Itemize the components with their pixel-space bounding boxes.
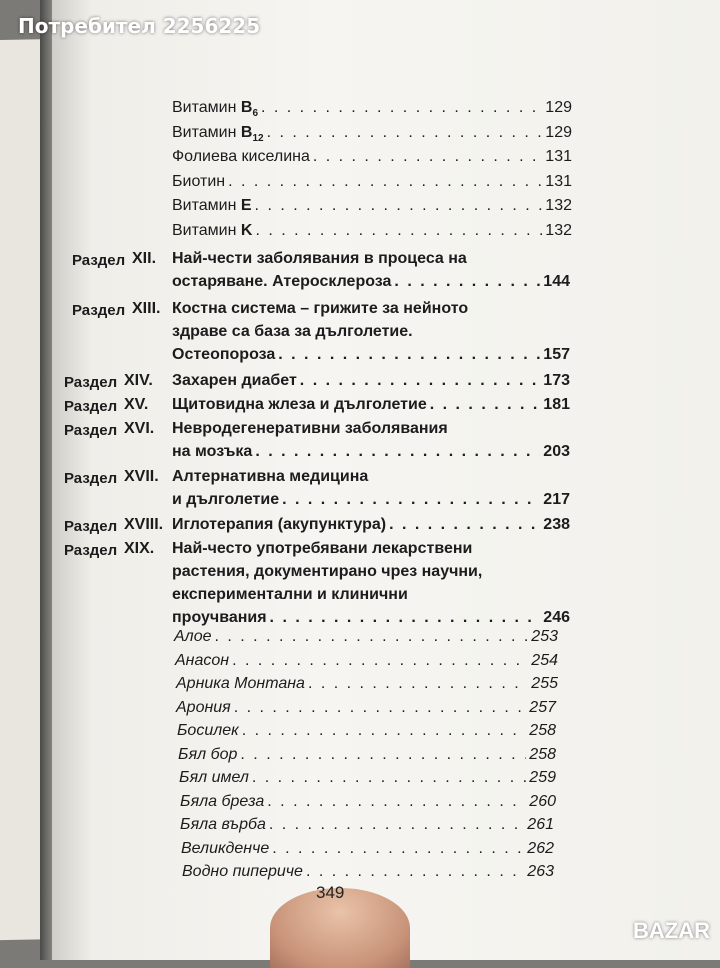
entry-page-number: 263 xyxy=(527,863,554,880)
leader-dots xyxy=(389,516,540,534)
toc-entry-vitamin xyxy=(172,99,572,119)
entry-page-number: 260 xyxy=(529,793,556,810)
section-label: Раздел xyxy=(64,470,118,487)
leader-dots xyxy=(252,769,526,787)
section-title-line: Най-чести заболявания в процеса на xyxy=(172,250,467,267)
toc-entry-plant xyxy=(177,722,556,740)
section-number: XVIII. xyxy=(124,516,164,533)
toc-entry-vitamin xyxy=(172,173,572,191)
section-title-line: остаряване. Атеросклероза xyxy=(172,273,392,290)
entry-page-number: 132 xyxy=(545,197,572,214)
entry-page-number: 261 xyxy=(527,816,554,833)
section-number: XIII. xyxy=(132,300,161,317)
plant-name: Великденче xyxy=(181,840,270,857)
section-title-line: проучвания xyxy=(172,609,267,626)
section-title-line: Костна система – грижите за нейното xyxy=(172,300,469,317)
vitamin-letter: $B_6$ xyxy=(240,99,258,120)
plant-name: Бяла бреза xyxy=(180,793,265,810)
leader-dots xyxy=(255,443,540,461)
section-label: Раздел xyxy=(64,518,118,535)
entry-page-number: 246 xyxy=(543,609,570,626)
plant-name: Босилек xyxy=(177,722,239,739)
entry-title: Биотин xyxy=(172,173,226,190)
leader-dots xyxy=(240,746,526,764)
section-label: Раздел xyxy=(72,252,126,269)
leader-dots xyxy=(234,699,527,717)
toc-entry-section xyxy=(172,372,570,390)
leader-dots xyxy=(278,346,540,364)
plant-name: Алое xyxy=(174,628,212,645)
entry-page-number: 131 xyxy=(545,173,572,190)
leader-dots xyxy=(242,722,527,740)
entry-page-number: 259 xyxy=(529,769,556,786)
toc-entry-plant xyxy=(175,652,558,670)
entry-title: Витамин $B_6$ xyxy=(172,99,258,120)
section-label: Раздел xyxy=(64,398,118,415)
entry-page-number: 173 xyxy=(543,372,570,389)
plant-name: Анасон xyxy=(175,652,230,669)
section-title-line: на мозъка xyxy=(172,443,253,460)
plant-name: Арония xyxy=(176,699,231,716)
leader-dots xyxy=(300,372,541,390)
vitamin-subscript: 12 xyxy=(252,133,264,145)
vitamin-subscript: 6 xyxy=(252,108,258,120)
toc-entry-section xyxy=(172,609,570,627)
toc-entry-vitamin xyxy=(172,197,572,215)
section-number: XIV. xyxy=(124,372,153,389)
section-number: XVI. xyxy=(124,420,155,437)
toc-entry-vitamin xyxy=(172,222,572,240)
section-title-line: Щитовидна жлеза и дълголетие xyxy=(172,396,427,413)
toc-entry-section xyxy=(172,273,570,291)
leader-dots xyxy=(272,840,524,858)
toc-entry-plant xyxy=(176,675,558,693)
entry-page-number: 258 xyxy=(529,746,556,763)
entry-page-number: 258 xyxy=(529,722,556,739)
user-watermark: Потребител 2256225 xyxy=(18,14,261,38)
toc-entry-plant xyxy=(179,769,556,787)
leader-dots xyxy=(267,793,526,811)
plant-name: Водно пиперичe xyxy=(182,863,303,880)
toc-entry-section xyxy=(172,516,570,534)
entry-page-number: 262 xyxy=(527,840,554,857)
entry-page-number: 144 xyxy=(543,273,570,290)
leader-dots xyxy=(430,396,541,414)
section-title-line: Най-често употребявани лекарствени xyxy=(172,540,473,557)
section-number: XIX. xyxy=(124,540,155,557)
section-title-line: Остеопороза xyxy=(172,346,276,363)
section-label: Раздел xyxy=(64,422,118,439)
leader-dots xyxy=(313,148,542,166)
toc-entry-section xyxy=(172,443,570,461)
section-title-line: Захарен диабет xyxy=(172,372,297,389)
leader-dots xyxy=(282,491,540,509)
leader-dots xyxy=(261,99,542,117)
toc-entry-section xyxy=(172,396,570,414)
toc-entry-plant xyxy=(180,793,556,811)
section-title-line: растения, документирано чрез научни, xyxy=(172,563,483,580)
entry-page-number: 238 xyxy=(543,516,570,533)
section-title-line: здраве са база за дълголетие. xyxy=(172,323,413,340)
toc-entry-vitamin xyxy=(172,124,572,144)
vitamin-letter: $B_{12}$ xyxy=(240,124,264,145)
toc-entry-plant xyxy=(182,863,554,881)
section-title-line: Иглотерапия (акупунктура) xyxy=(172,516,387,533)
leader-dots xyxy=(308,675,528,693)
section-number: XV. xyxy=(124,396,149,413)
entry-page-number: 253 xyxy=(531,628,558,645)
leader-dots xyxy=(269,816,524,834)
section-title-line: и дълголетие xyxy=(172,491,280,508)
leader-dots xyxy=(394,273,540,291)
section-title-line: Алтернативна медицина xyxy=(172,468,369,485)
toc-entry-plant xyxy=(176,699,556,717)
toc-entry-vitamin xyxy=(172,148,572,166)
entry-page-number: 255 xyxy=(531,675,558,692)
toc-entry-plant xyxy=(181,840,554,858)
plant-name: Бял бор xyxy=(178,746,238,763)
toc-entry-plant xyxy=(178,746,556,764)
section-label: Раздел xyxy=(64,542,118,559)
section-title-line: Невродегенеративни заболявания xyxy=(172,420,448,437)
entry-title: Фолиева киселина xyxy=(172,148,310,165)
section-label: Раздел xyxy=(72,302,126,319)
page-number: 349 xyxy=(316,883,345,902)
plant-name: Арника Монтана xyxy=(176,675,305,692)
plant-name: Бял имел xyxy=(179,769,249,786)
leader-dots xyxy=(228,173,542,191)
leader-dots xyxy=(255,197,543,215)
entry-page-number: 129 xyxy=(545,124,572,141)
bazar-logo: BAZAR xyxy=(633,918,710,943)
section-number: XVII. xyxy=(124,468,159,485)
plant-name: Бяла върба xyxy=(180,816,266,833)
entry-title: Витамин $B_{12}$ xyxy=(172,124,264,145)
entry-page-number: 131 xyxy=(545,148,572,165)
leader-dots xyxy=(232,652,528,670)
leader-dots xyxy=(306,863,524,881)
toc-entry-plant xyxy=(180,816,554,834)
entry-page-number: 181 xyxy=(543,396,570,413)
entry-page-number: 257 xyxy=(529,699,556,716)
leader-dots xyxy=(270,609,541,627)
toc-entry-plant xyxy=(174,628,558,646)
leader-dots xyxy=(255,222,542,240)
entry-page-number: 129 xyxy=(545,99,572,116)
vitamin-letter: K xyxy=(240,222,253,239)
vitamin-letter: E xyxy=(240,197,252,214)
entry-title: Витамин K xyxy=(172,222,253,239)
entry-page-number: 254 xyxy=(531,652,558,669)
leader-dots xyxy=(267,124,543,142)
entry-page-number: 157 xyxy=(543,346,570,363)
entry-page-number: 203 xyxy=(543,443,570,460)
section-title-line: експериментални и клинични xyxy=(172,586,408,603)
leader-dots xyxy=(215,628,529,646)
entry-page-number: 132 xyxy=(545,222,572,239)
section-label: Раздел xyxy=(64,374,118,391)
entry-title: Витамин E xyxy=(172,197,252,214)
toc-entry-section xyxy=(172,491,570,509)
section-number: XII. xyxy=(132,250,157,267)
entry-page-number: 217 xyxy=(543,491,570,508)
toc-entry-section xyxy=(172,346,570,364)
